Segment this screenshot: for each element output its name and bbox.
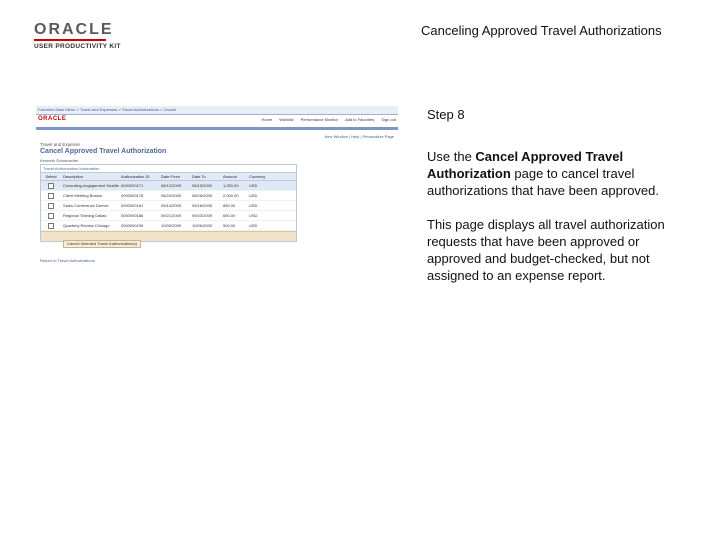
table-row[interactable] [41, 181, 296, 191]
col-date-to: Date To [192, 174, 206, 179]
step-number: Step 8 [427, 107, 465, 122]
row-description: Client Meeting Boston [63, 193, 103, 198]
row-auth-id: 0000000190 [121, 223, 144, 228]
description-paragraph: This page displays all travel authorization requests that have been approved or approved and budget-checked, but not assigned to an expense report. [427, 217, 665, 283]
logo-word: ORACLE [34, 21, 114, 38]
grid-button-row [41, 231, 296, 246]
col-auth-id: Authorization ID [121, 174, 150, 179]
row-date-from: 08/24/2009 [161, 193, 182, 198]
row-currency: USD [249, 183, 258, 188]
row-date-to: 10/06/2009 [192, 223, 213, 228]
select-checkbox[interactable] [48, 223, 54, 229]
grid-header [41, 172, 296, 181]
table-row[interactable] [41, 221, 296, 231]
nav-favorites-link[interactable]: Add to Favorites [345, 117, 375, 122]
cancel-selected-button[interactable]: Cancel Selected Travel Authorization(s) [63, 240, 141, 248]
row-currency: USD [249, 203, 258, 208]
row-date-from: 08/12/2009 [161, 183, 182, 188]
employee-name: Kenneth Schumacher [40, 158, 79, 163]
row-auth-id: 0000000171 [121, 183, 144, 188]
row-currency: USD [249, 213, 258, 218]
col-amount: Amount [223, 174, 237, 179]
select-checkbox[interactable] [48, 203, 54, 209]
row-amount: 650.00 [223, 213, 236, 218]
row-amount: 2,000.00 [223, 193, 239, 198]
logo-rule [34, 39, 106, 41]
logo-subtitle: USER PRODUCTIVITY KIT [34, 43, 121, 50]
universal-nav [256, 117, 397, 122]
nav-worklist-link[interactable]: Worklist [279, 117, 294, 122]
row-date-from: 09/21/2009 [161, 213, 182, 218]
breadcrumb[interactable]: Favorites Main Menu > Travel and Expenses > Travel Authorizations > Cancel [38, 107, 176, 112]
nav-performance-link[interactable]: Performance Monitor [300, 117, 338, 122]
select-checkbox[interactable] [48, 183, 54, 189]
row-date-from: 09/14/2009 [161, 203, 182, 208]
col-description: Description [63, 174, 84, 179]
row-currency: USD [249, 223, 258, 228]
row-amount: 850.00 [223, 203, 236, 208]
row-description: Consulting engagement Seattle [63, 183, 119, 188]
brand-row [36, 115, 398, 127]
instruction-pre: Use the [427, 149, 476, 164]
nav-home-link[interactable]: Home [261, 117, 273, 122]
row-description: Quarterly Review Chicago [63, 223, 110, 228]
row-auth-id: 0000000178 [121, 193, 144, 198]
row-auth-id: 0000000181 [121, 203, 144, 208]
instruction-page-name: Cancel Approved Travel Authorization [427, 149, 624, 181]
row-date-to: 09/16/2009 [192, 203, 213, 208]
col-date-from: Date From [161, 174, 180, 179]
row-date-to: 09/23/2009 [192, 213, 213, 218]
select-checkbox[interactable] [48, 193, 54, 199]
app-logo: ORACLE [38, 116, 67, 122]
row-date-to: 08/15/2009 [192, 183, 213, 188]
application-screenshot [36, 106, 398, 266]
menu-bar [36, 106, 398, 115]
row-amount: 500.00 [223, 223, 236, 228]
return-link[interactable]: Return to Travel Authorizations [40, 258, 95, 263]
select-checkbox[interactable] [48, 213, 54, 219]
header-divider [36, 127, 398, 130]
oracle-upk-logo [34, 22, 130, 50]
row-auth-id: 0000000186 [121, 213, 144, 218]
table-row[interactable] [41, 211, 296, 221]
row-amount: 1,250.00 [223, 183, 239, 188]
instruction-paragraph [427, 148, 697, 199]
authorization-grid [40, 164, 297, 246]
col-select: Select [45, 174, 57, 179]
row-date-to: 08/26/2009 [192, 193, 213, 198]
row-description: Regional Training Dallas [63, 213, 107, 218]
document-title: Canceling Approved Travel Authorizations [421, 23, 662, 38]
table-row[interactable] [41, 201, 296, 211]
nav-signout-link[interactable]: Sign out [381, 117, 396, 122]
table-row[interactable] [41, 191, 296, 201]
grid-caption: Travel Authorization Information [41, 165, 296, 172]
col-currency: Currency [249, 174, 266, 179]
row-date-from: 10/05/2009 [161, 223, 182, 228]
row-currency: USD [249, 193, 258, 198]
page-title: Cancel Approved Travel Authorization [40, 148, 167, 155]
page-toolbar[interactable]: New Window | Help | Personalize Page [324, 134, 394, 139]
section-label: Travel and Expense [40, 142, 80, 147]
row-description: Sales Conference Denver [63, 203, 109, 208]
instruction-post: page to cancel travel authorizations that have been approved. [427, 166, 660, 198]
